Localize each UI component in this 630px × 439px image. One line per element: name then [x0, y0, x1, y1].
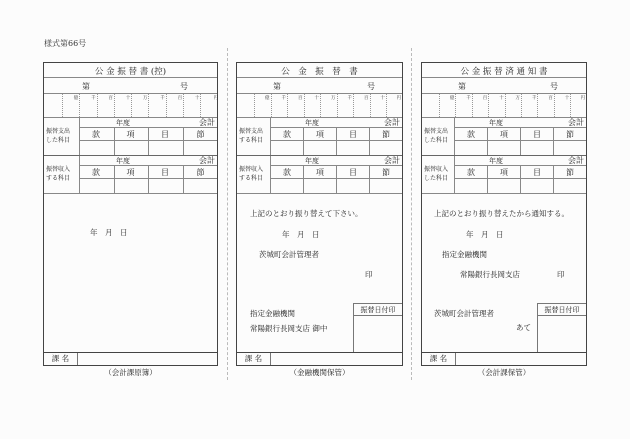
amount-cell: 十	[184, 94, 201, 117]
section-row: 課 名	[422, 352, 586, 365]
date-field[interactable]: 年 月 日	[90, 228, 128, 237]
expense-section: 振替支出 する科目 年度 会計 款 項 目 節	[237, 118, 402, 156]
bank-label: 指定金融機関	[250, 309, 295, 318]
instruction-text: 上記のとおり振り替えたから通知する。	[434, 209, 569, 218]
bank-name: 常陽銀行長岡支店 御中	[250, 324, 328, 333]
amount-cell: 円	[213, 96, 218, 101]
bank-name: 常陽銀行長岡支店	[460, 270, 520, 279]
amount-cell: 億	[63, 94, 80, 117]
no-label: 第	[82, 82, 90, 91]
form-number: 様式第66号	[44, 39, 87, 48]
recipient-name: 茨城町会計管理者	[434, 309, 494, 318]
amount-blank-cell	[44, 94, 63, 117]
form-caption: （会計課保管）	[477, 368, 531, 377]
amount-cell: 百	[98, 94, 115, 117]
expense-section: 振替支出 した科目 年度 会計 款 項 目 節	[422, 118, 586, 156]
revenue-section: 振替収入 する科目 年度 会計 款 項 目 節	[44, 156, 217, 194]
title-row	[44, 63, 217, 78]
seal-mark: 印	[557, 270, 565, 279]
section-row: 課 名	[237, 352, 402, 365]
amount-row: 億 千 百 十 万 千 百 十 円	[237, 94, 402, 118]
expense-section: 振替支出 した科目 年度 会計 款 項 目 節	[44, 118, 217, 156]
amount-cell: 千	[80, 94, 97, 117]
stamp-header: 振替日付印	[538, 304, 586, 316]
amount-cell: 千	[150, 94, 167, 117]
transfer-form-copy	[43, 62, 218, 366]
revenue-section: 振替収入 した科目 年度 会計 款 項 目 節	[422, 156, 586, 194]
form-caption: （会計課原簿）	[104, 368, 157, 377]
cut-line	[227, 48, 228, 380]
amount-row: 億 千 百 十 万 千 百 十 円	[422, 94, 586, 118]
go-label: 号	[180, 82, 188, 91]
amount-cell: 十	[115, 94, 132, 117]
date-field[interactable]: 年 月 日	[282, 230, 320, 239]
seal-mark: 印	[365, 270, 373, 279]
cut-line	[411, 48, 412, 380]
transfer-form-bank: 公 金 振 替 書 第 号 億 千 百 十 万 千 百 十 円 振替支出 する科目 年度 会計 款 項 目 節 振替収入 する科目 年度 会計 款 項 目 節 上記のとおり振り替えて下さい。 年 月 日 茨城町会計管理者 印 指定金融機関 常陽銀行長岡支店 御中 振替日付印 課 名	[236, 62, 403, 366]
number-row	[44, 78, 217, 94]
stamp-header: 振替日付印	[354, 304, 402, 316]
form-caption: （金融機関保管）	[289, 368, 350, 377]
amount-row	[44, 94, 217, 118]
form-title: 公 金 振 替 書	[281, 67, 358, 77]
section-row	[44, 352, 217, 365]
transfer-date-stamp-box	[353, 303, 402, 352]
bank-label: 指定金融機関	[442, 250, 487, 259]
instruction-text: 上記のとおり振り替えて下さい。	[250, 209, 363, 218]
form-title: 公 金 振 替 済 通 知 書	[460, 67, 548, 77]
date-field[interactable]: 年 月 日	[466, 230, 504, 239]
amount-cell: 万	[132, 94, 149, 117]
amount-cell: 百	[167, 94, 184, 117]
revenue-section: 振替収入 する科目 年度 会計 款 項 目 節	[237, 156, 402, 194]
form-title: 公 金 振 替 書 (控)	[94, 67, 167, 77]
transfer-date-stamp-box	[537, 303, 586, 352]
transfer-notice-form: 公 金 振 替 済 通 知 書 第 号 億 千 百 十 万 千 百 十 円 振替支出 した科目 年度 会計 款 項 目 節 振替収入 した科目 年度 会計 款 項 目 節 上記のとおり振り替えたから通知する。 年 月 日 指定金融機関 常陽銀行長岡支店 印 茨城町会計管理者 あて 振替日付印 課 名	[421, 62, 587, 366]
addressee-suffix: あて	[516, 323, 531, 332]
sender-name: 茨城町会計管理者	[259, 250, 319, 259]
section-label: 課 名	[44, 353, 78, 365]
